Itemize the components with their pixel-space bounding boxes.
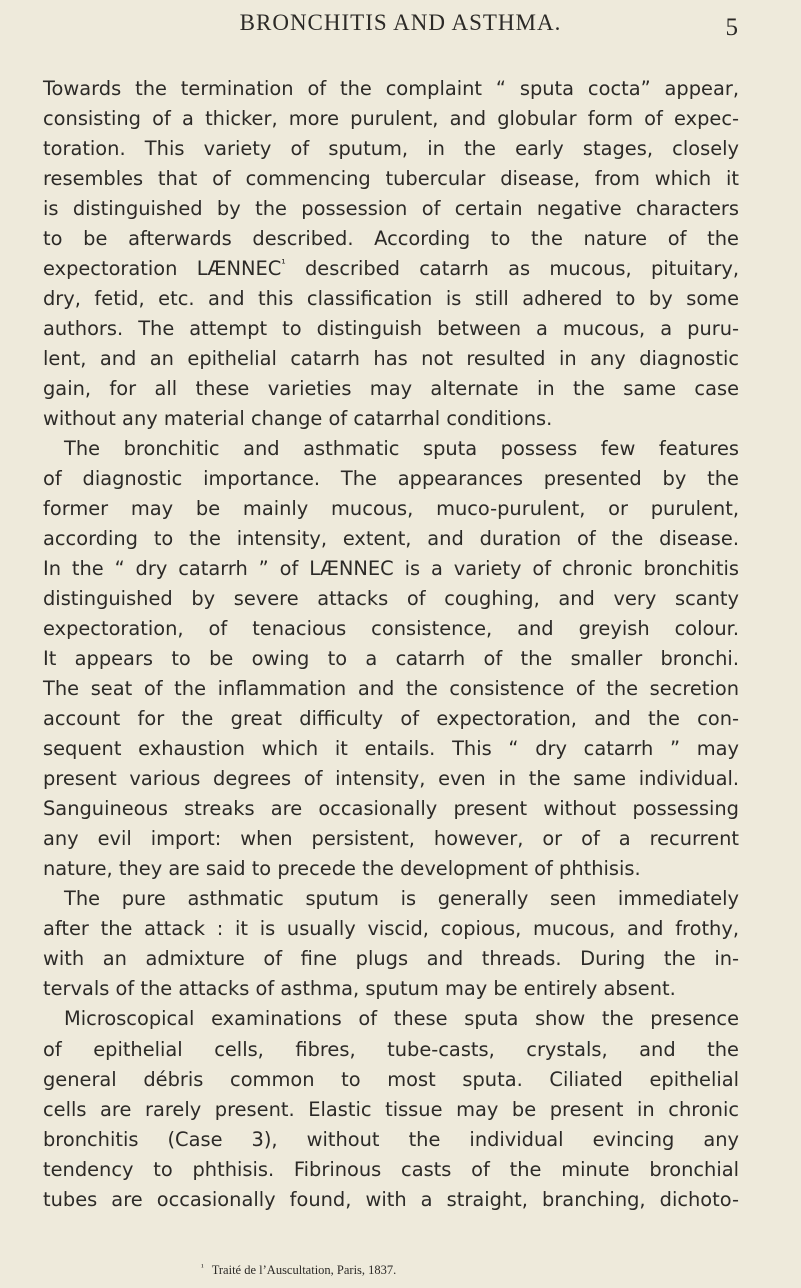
text-line: expectoration LÆNNEC$^{^1}$ described catarrh as mucous, pituitary,: [43, 257, 740, 281]
text-line: dry, fetid, etc. and this classification is still adhered to by some: [43, 287, 739, 311]
text-line: expectoration, of tenacious consistence, and greyish colour.: [43, 617, 739, 641]
text-line: Microscopical examinations of these sputa show the presence: [64, 1007, 739, 1031]
text-line: sequent exhaustion which it entails. This “ dry catarrh ” may: [43, 737, 739, 761]
text-line: according to the intensity, extent, and duration of the disease.: [43, 527, 739, 551]
text-line: tervals of the attacks of asthma, sputum may be entirely absent.: [43, 977, 676, 1001]
footnote-text: Traité de l’Auscultation, Paris, 1837.: [211, 1263, 397, 1277]
footnote-marker: ¹: [201, 1262, 204, 1272]
text-line: former may be mainly mucous, muco-purulent, or purulent,: [43, 497, 739, 521]
body-text: [43, 74, 739, 1215]
text-line: The seat of the inflammation and the consistence of the secretion: [43, 677, 739, 701]
text-line: bronchitis (Case 3), without the individual evincing any: [43, 1127, 739, 1151]
text-line: Sanguineous streaks are occasionally present without possessing: [43, 797, 739, 821]
text-line: with an admixture of fine plugs and threads. During the in-: [43, 947, 739, 971]
page-number: 5: [725, 14, 738, 41]
text-line: The bronchitic and asthmatic sputa possess few features: [64, 437, 739, 461]
text-line: toration. This variety of sputum, in the early stages, closely: [43, 137, 739, 161]
text-line: tubes are occasionally found, with a straight, branching, dichoto-: [43, 1187, 739, 1211]
text-line: without any material change of catarrhal conditions.: [43, 407, 553, 431]
text-line: after the attack : it is usually viscid, copious, mucous, and frothy,: [43, 917, 739, 941]
text-line: distinguished by severe attacks of coughing, and very scanty: [43, 587, 739, 611]
footnote: [201, 1262, 396, 1278]
text-line: resembles that of commencing tubercular disease, from which it: [43, 167, 739, 191]
text-line: is distinguished by the possession of certain negative characters: [43, 197, 739, 221]
text-line: to be afterwards described. According to the nature of the: [43, 227, 739, 251]
running-head: [0, 10, 801, 50]
text-line: of epithelial cells, fibres, tube-casts, crystals, and the: [43, 1037, 739, 1061]
text-line: In the “ dry catarrh ” of LÆNNEC is a variety of chronic bronchitis: [43, 557, 739, 581]
text-line: tendency to phthisis. Fibrinous casts of the minute bronchial: [43, 1157, 739, 1181]
text-line: The pure asthmatic sputum is generally seen immediately: [64, 887, 739, 911]
text-line: It appears to be owing to a catarrh of the smaller bronchi.: [43, 647, 739, 671]
text-line: gain, for all these varieties may alternate in the same case: [43, 377, 739, 401]
text-line: authors. The attempt to distinguish between a mucous, a puru-: [43, 317, 739, 341]
text-line: lent, and an epithelial catarrh has not resulted in any diagnostic: [43, 347, 739, 371]
text-line: account for the great difficulty of expectoration, and the con-: [43, 707, 739, 731]
text-line: nature, they are said to precede the development of phthisis.: [43, 857, 641, 881]
text-line: of diagnostic importance. The appearances presented by the: [43, 467, 739, 491]
text-line: consisting of a thicker, more purulent, and globular form of expec-: [43, 107, 739, 131]
text-line: cells are rarely present. Elastic tissue may be present in chronic: [43, 1097, 739, 1121]
text-line: Towards the termination of the complaint “ sputa cocta” appear,: [43, 77, 739, 100]
text-line: any evil import: when persistent, however, or of a recurrent: [43, 827, 739, 851]
text-line: present various degrees of intensity, even in the same individual.: [43, 767, 739, 791]
text-line: general débris common to most sputa. Ciliated epithelial: [43, 1067, 739, 1091]
running-head-title: BRONCHITIS AND ASTHMA.: [239, 10, 562, 35]
